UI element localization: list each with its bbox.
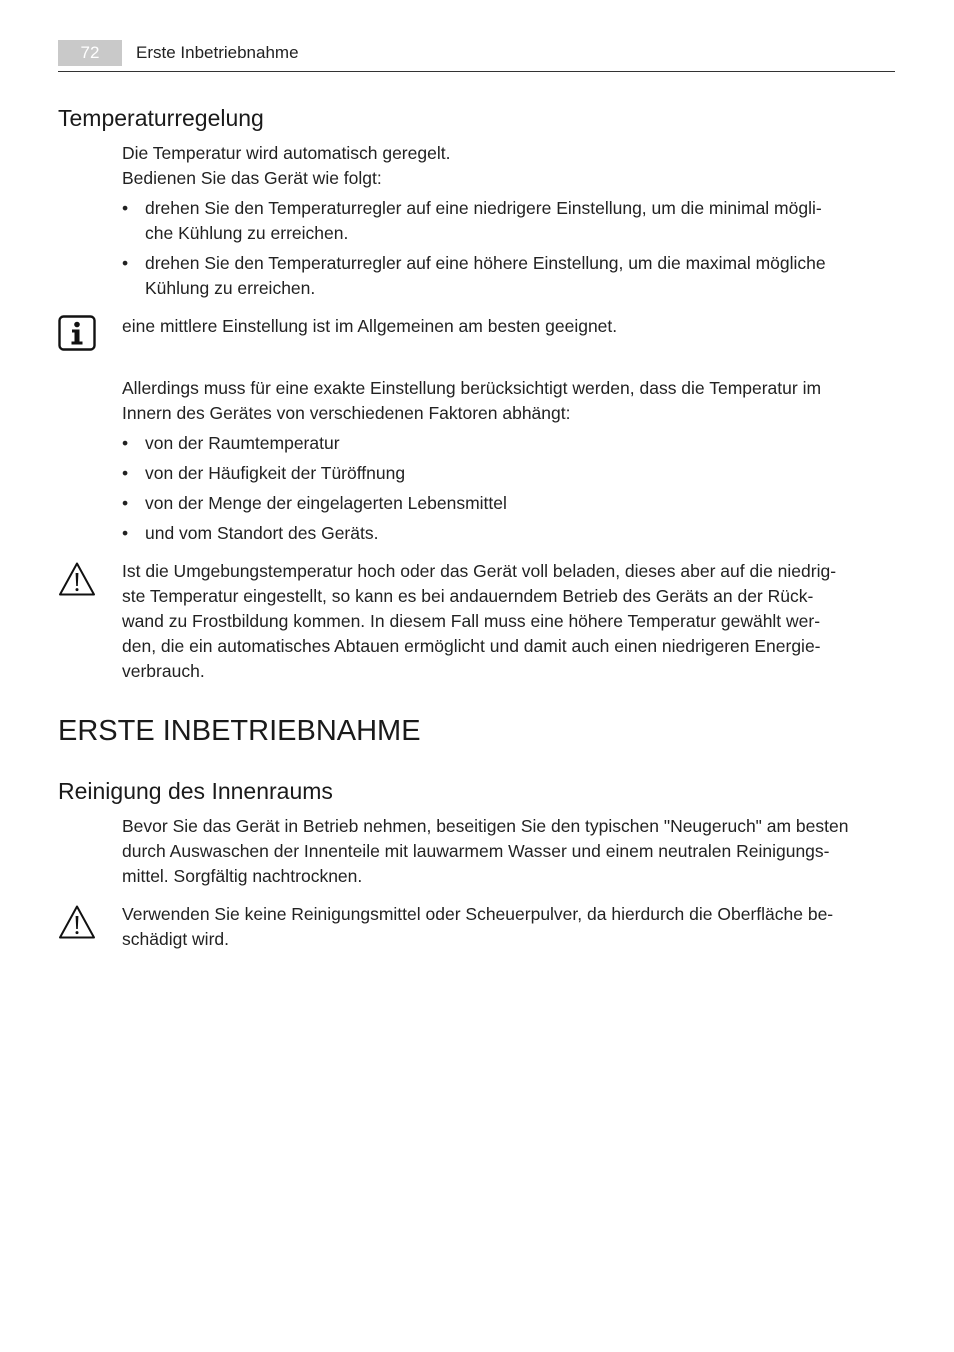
cleaning-body-line: Bevor Sie das Gerät in Betrieb nehmen, beseitigen Sie den typischen "Neugeruch" am besten [122,816,849,836]
section-heading-temperature: Temperaturregelung [58,105,264,131]
cleaning-body-line: durch Auswaschen der Innenteile mit lauwarmem Wasser und einem neutralen Reinigungs- [122,841,830,861]
temperature-intro-line: Bedienen Sie das Gerät wie folgt: [122,168,382,188]
page-number: 72 [58,40,122,66]
warning-line: ste Temperatur eingestellt, so kann es bei andauerndem Betrieb des Geräts an der Rück- [122,586,814,606]
info-icon [58,315,96,351]
bullet-icon: • [122,523,129,543]
warning-triangle-icon [58,561,96,597]
chapter-title: ERSTE INBETRIEBNAHME [58,715,421,747]
section-heading-cleaning: Reinigung des Innenraums [58,778,333,804]
list-item-text: drehen Sie den Temperaturregler auf eine niedrigere Einstellung, um die minimal mögli- [145,198,822,218]
list-item-text: che Kühlung zu erreichen. [145,223,349,243]
warning-line: den, die ein automatisches Abtauen ermöglicht und damit auch einen niedrigeren Energie- [122,636,821,656]
running-title: Erste Inbetriebnahme [136,43,299,62]
warning-line: verbrauch. [122,661,205,681]
factors-intro-line: Allerdings muss für eine exakte Einstellung berücksichtigt werden, dass die Temperatur im [122,378,822,398]
warning-line: schädigt wird. [122,929,229,949]
cleaning-body [122,814,896,889]
list-item-text: von der Menge der eingelagerten Lebensmittel [145,493,507,513]
factors-intro-line: Innern des Gerätes von verschiedenen Faktoren abhängt: [122,403,571,423]
warning-line: Verwenden Sie keine Reinigungsmittel oder Scheuerpulver, da hierdurch die Oberfläche be- [122,904,834,924]
cleaning-warning [122,902,896,952]
list-item-text: Kühlung zu erreichen. [145,278,316,298]
list-item-text: und vom Standort des Geräts. [145,523,379,543]
bullet-icon: • [122,253,129,273]
temperature-warning [122,559,896,684]
cleaning-body-line: mittel. Sorgfältig nachtrocknen. [122,866,363,886]
list-item-text: von der Raumtemperatur [145,433,340,453]
temperature-intro [122,141,896,191]
factors-intro [122,376,896,426]
warning-line: wand zu Frostbildung kommen. In diesem Fall muss eine höhere Temperatur gewählt wer- [122,611,821,631]
warning-line: Ist die Umgebungstemperatur hoch oder das Gerät voll beladen, dieses aber auf die niedrig- [122,561,837,581]
warning-triangle-icon [58,904,96,940]
bullet-icon: • [122,463,129,483]
bullet-icon: • [122,493,129,513]
list-item-text: drehen Sie den Temperaturregler auf eine höhere Einstellung, um die maximal mögliche [145,253,826,273]
list-item-text: von der Häufigkeit der Türöffnung [145,463,406,483]
bullet-icon: • [122,198,129,218]
info-note: eine mittlere Einstellung ist im Allgemeinen am besten geeignet. [122,316,618,336]
temperature-intro-line: Die Temperatur wird automatisch geregelt. [122,143,451,163]
page-header [58,40,895,72]
bullet-icon: • [122,433,129,453]
